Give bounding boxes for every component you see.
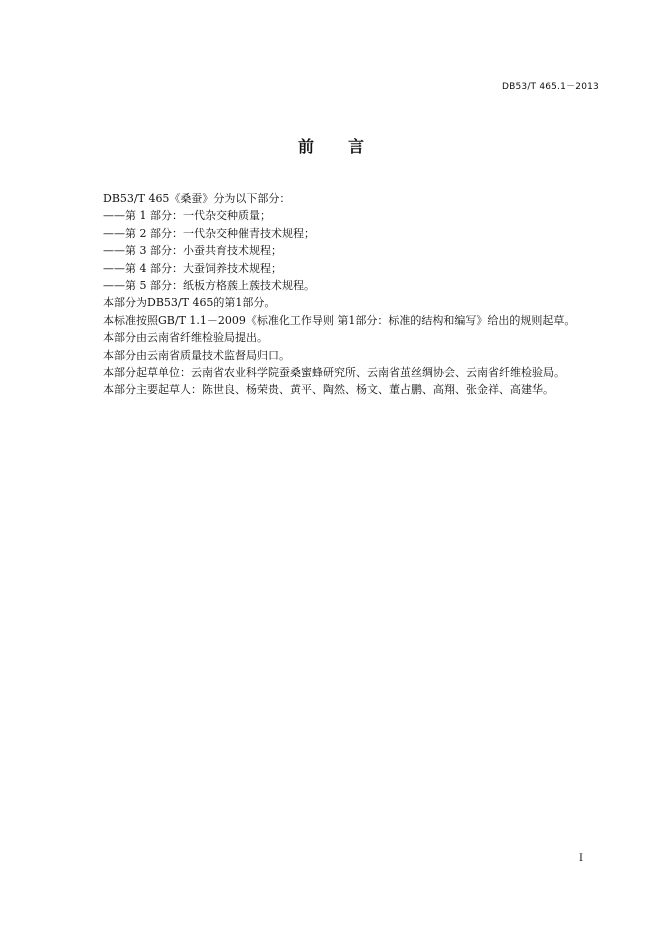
- foreword-line: DB53/T 465《桑蚕》分为以下部分：: [103, 192, 291, 205]
- foreword-line: 本部分主要起草人：陈世良、杨荣贵、黄平、陶然、杨文、董占鹏、高翔、张金祥、高建华。: [103, 383, 554, 397]
- foreword-line: 本部分由云南省质量技术监督局归口。: [103, 348, 290, 362]
- document-code: DB53/T 465.1－2013: [501, 82, 599, 92]
- foreword-line: 本标准按照GB/T 1.1－2009《标准化工作导则 第1部分：标准的结构和编写》给出的规则起草。: [103, 313, 576, 327]
- foreword-line: ——第 3 部分：小蚕共育技术规程；: [103, 244, 282, 258]
- foreword-line: 本部分为DB53/T 465的第1部分。: [103, 296, 276, 310]
- foreword-line: ——第 4 部分：大蚕饲养技术规程；: [103, 261, 282, 275]
- foreword-line: 本部分起草单位：云南省农业科学院蚕桑蜜蜂研究所、云南省茧丝绸协会、云南省纤维检验局。: [103, 365, 565, 379]
- foreword-line: ——第 1 部分：一代杂交种质量；: [103, 209, 271, 223]
- foreword-line: 本部分由云南省纤维检验局提出。: [103, 331, 268, 345]
- foreword-content: [103, 190, 603, 399]
- foreword-line: ——第 5 部分：纸板方格蔟上蔟技术规程。: [103, 278, 315, 292]
- page-title: 前言: [297, 137, 398, 156]
- foreword-line: ——第 2 部分：一代杂交种催青技术规程；: [103, 226, 315, 240]
- page-number: I: [579, 853, 583, 864]
